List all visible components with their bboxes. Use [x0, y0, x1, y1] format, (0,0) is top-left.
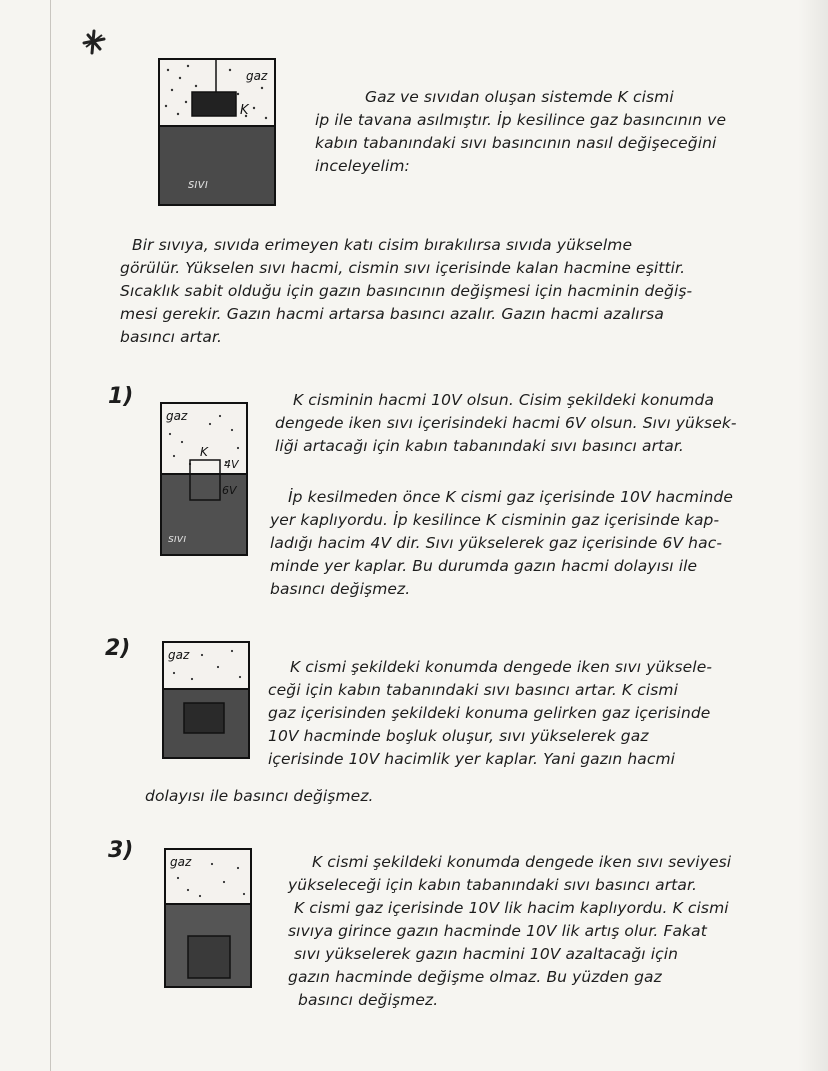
intro-figure: [158, 58, 276, 206]
svg-text:gaz: gaz: [170, 855, 192, 869]
case-3-paragraph-1: K cismi şekildeki konumda dengede iken sıvı seviyesi yükseleceği için kabın tabanındaki sıvı basıncı artar. K cismi gaz içerisinde 10V lik hacim kaplıyordu. K cismi sıvıya girince gazın hacminde 10V lik artış olur. Fakat sıvı yükselerek gazın hacmini 10V azaltacağı için gazın hacminde değişme olmaz. Bu yüzden gaz basıncı değişmez.: [288, 853, 732, 1009]
case-2-figure: [162, 641, 250, 759]
svg-text:K: K: [200, 445, 208, 459]
case-2-body-k: [184, 703, 224, 733]
case-1-paragraph-1: K cisminin hacmi 10V olsun. Cisim şekildeki konumda dengede iken sıvı içerisindeki hacmi 6V olsun. Sıvı yüksek- liği artacağı için kabın tabanındaki sıvı basıncı artar.: [275, 391, 737, 455]
case-1-number: 1): [108, 384, 134, 409]
label-liquid: sıvı: [188, 177, 209, 191]
case-3-figure: [164, 848, 252, 988]
case-1-figure: [160, 402, 248, 556]
svg-text:sıvı: sıvı: [168, 532, 187, 545]
svg-text:6V: 6V: [222, 484, 237, 497]
svg-text:gaz: gaz: [168, 648, 190, 662]
page-margin-line: [50, 0, 51, 1071]
case-2-paragraph-1: K cismi şekildeki konumda dengede iken sıvı yüksele- ceği için kabın tabanındaki sıvı basıncı artar. K cismi gaz içerisinden şekildeki konuma gelirken gaz içerisinde 10V hacminde boşluk oluşur, sıvı yükselerek gaz içerisinde 10V hacimlik yer kaplar. Yani gazın hacmi: [268, 658, 713, 768]
label-k: K: [240, 103, 249, 118]
case-1-paragraph-2: İp kesilmeden önce K cismi gaz içerisinde 10V hacminde yer kaplıyordu. İp kesilince K cisminin gaz içerisinde kap- ladığı hacim 4V dir. Sıvı yükselerek gaz içerisinde 6V hac- minde yer kaplar. Bu durumda gazın hacmi dolayısı ile basıncı değişmez.: [270, 488, 733, 598]
svg-text:4V: 4V: [224, 458, 239, 471]
intro-text: Gaz ve sıvıdan oluşan sistemde K cismi ip ile tavana asılmıştır. İp kesilince gaz basıncının ve kabın tabanındaki sıvı basıncının nasıl değişeceğini inceleyelim:: [315, 88, 727, 175]
principle-text: Bir sıvıya, sıvıda erimeyen katı cisim bırakılırsa sıvıda yükselme görülür. Yükselen sıvı hacmi, cismin sıvı içerisinde kalan hacmine eşittir. Sıcaklık sabit olduğu için gazın basıncının değişmesi için hacminin değiş- mesi gerekir. Gazın hacmi artarsa basıncı azalır. Gazın hacmi azalırsa basıncı artar.: [120, 236, 693, 346]
page-edge-shadow: [798, 0, 828, 1071]
corner-mark-icon: [78, 25, 110, 57]
liquid-region: [160, 126, 274, 204]
case-2-number: 2): [105, 636, 131, 661]
case-2-paragraph-1-last-line: dolayısı ile basıncı değişmez.: [145, 787, 374, 805]
body-k: [192, 92, 236, 116]
svg-text:gaz: gaz: [166, 409, 188, 423]
case-3-number: 3): [108, 838, 134, 863]
case-3-body-k: [188, 936, 230, 978]
label-gas: gaz: [246, 69, 268, 83]
